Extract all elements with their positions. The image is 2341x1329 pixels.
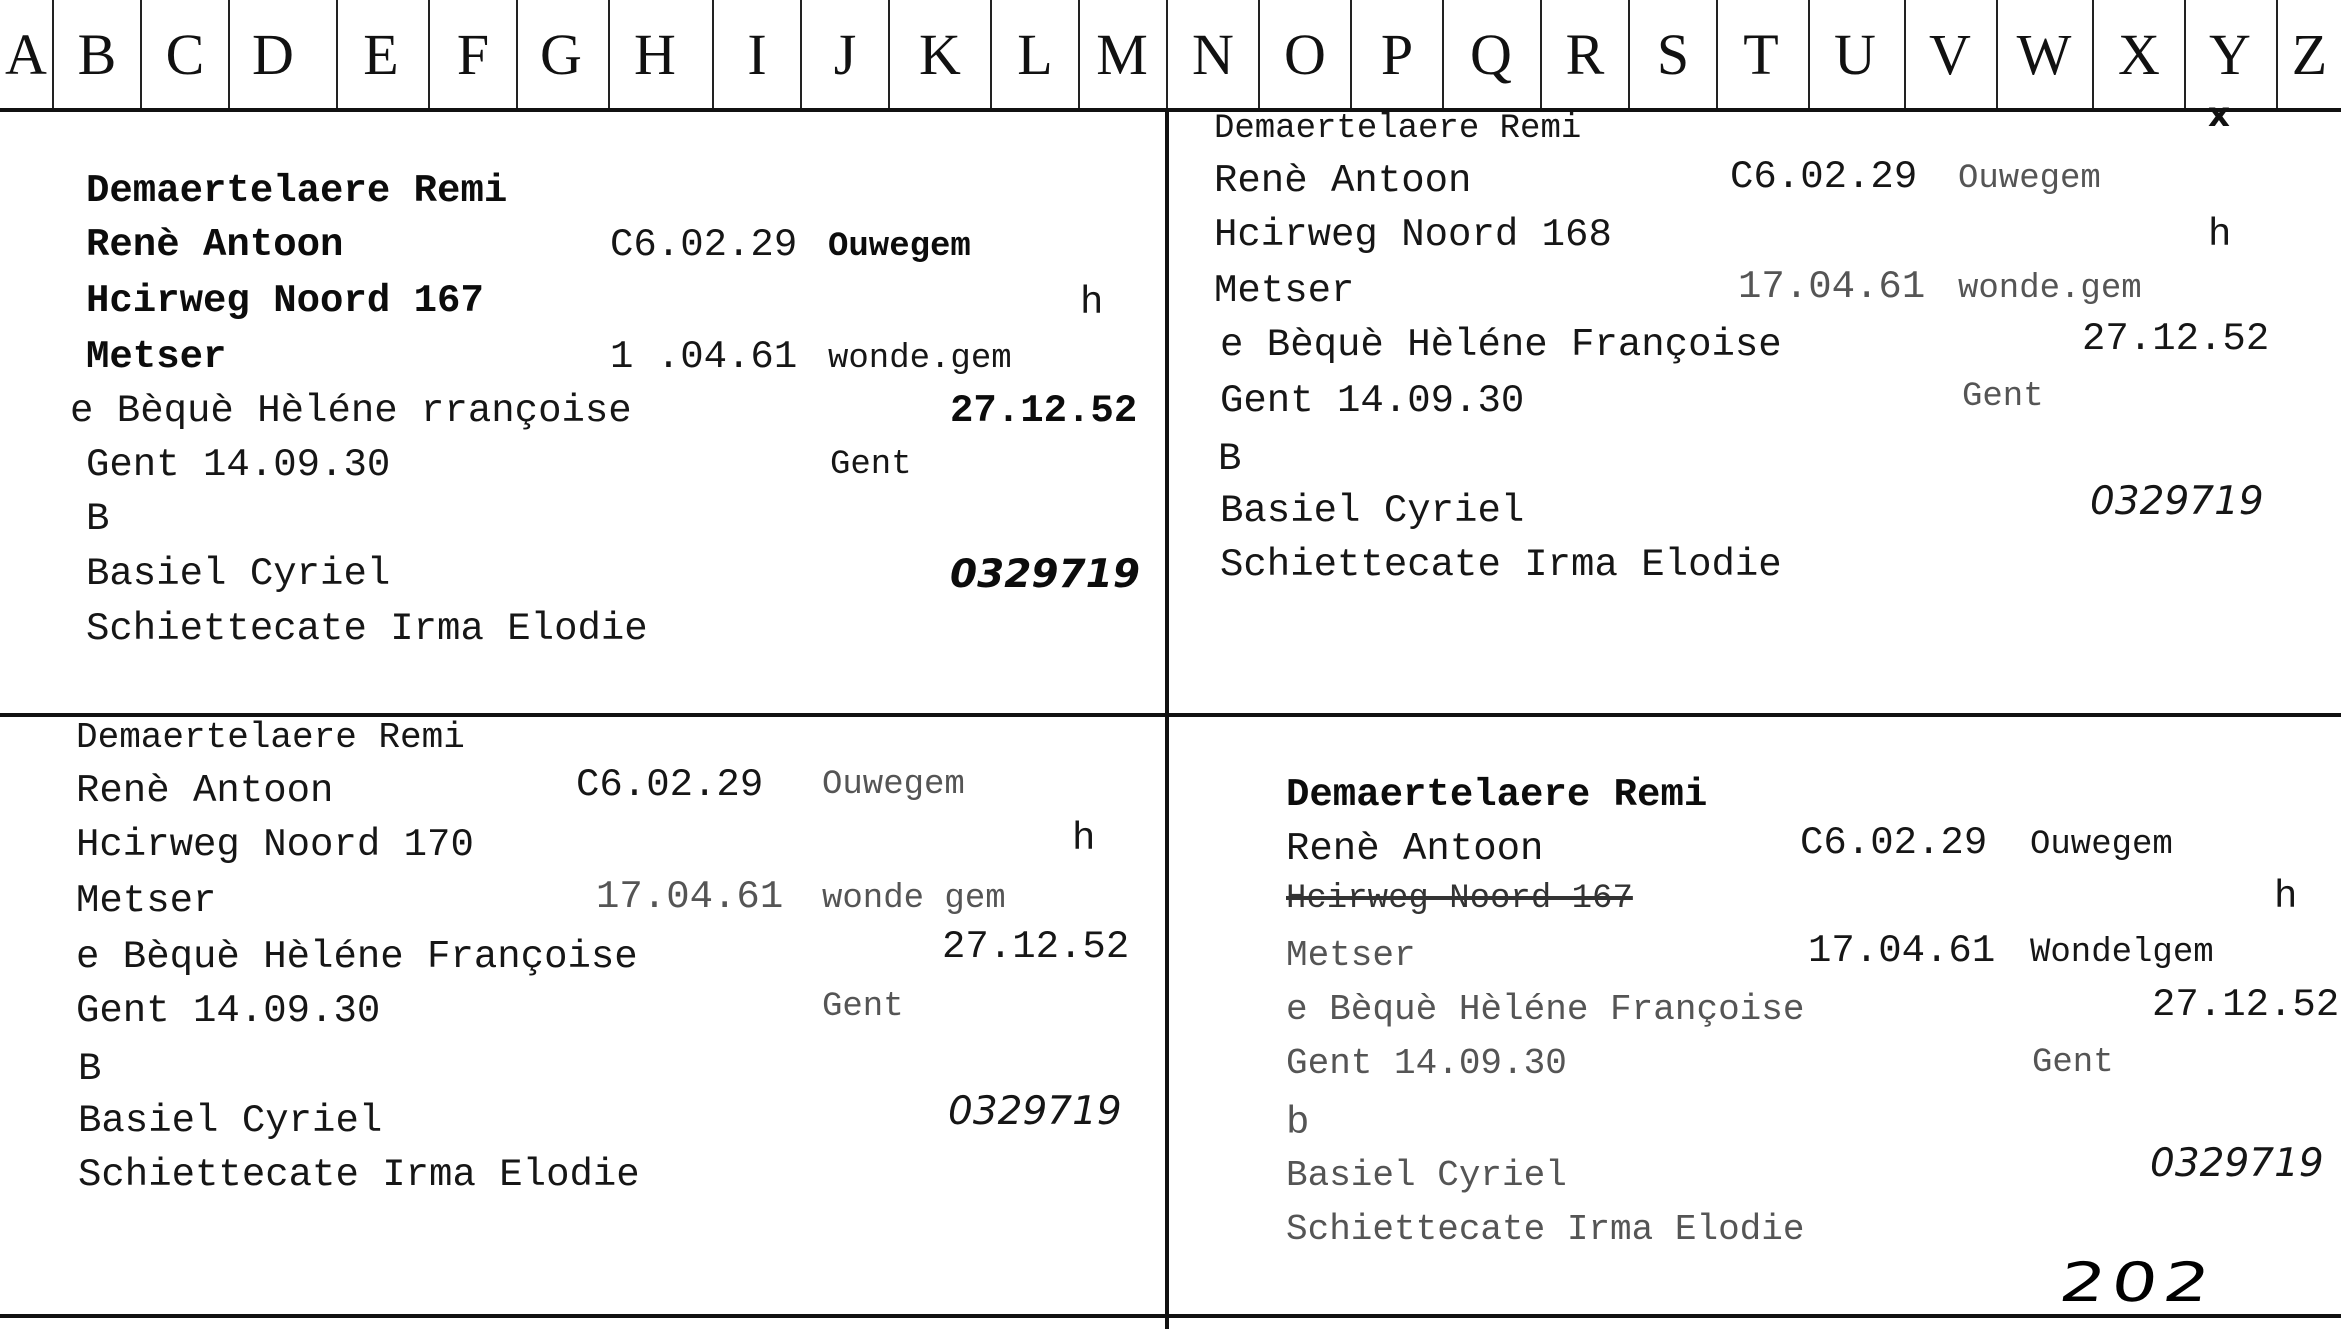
marriage-date: 27.12.52 (942, 925, 1130, 969)
father-name: Basiel Cyriel (78, 1099, 383, 1143)
marriage-date: 27.12.52 (950, 389, 1138, 433)
status-code: b (1286, 1101, 1310, 1145)
index-letter-f: F (456, 21, 490, 87)
h-mark: h (2274, 875, 2298, 919)
spouse-birth-place: Gent (822, 988, 904, 1026)
index-letter-m: M (1096, 21, 1148, 87)
index-letter-o: O (1284, 21, 1326, 87)
index-letter-g: G (540, 21, 582, 87)
index-letter-w: W (2016, 21, 2072, 87)
spouse-birth-place: Gent (830, 446, 912, 484)
index-letter-s: S (1656, 21, 1690, 87)
index-letter-q: Q (1470, 21, 1512, 87)
status-code: B (1218, 437, 1242, 481)
given-names: Renè Antoon (76, 769, 334, 813)
spouse-birth: Gent 14.09.30 (86, 443, 391, 487)
spouse-name: e Bèquè Hèléne Françoise (1220, 323, 1782, 367)
h-mark: h (2208, 213, 2232, 257)
surname: Demaertelaere Remi (86, 169, 508, 213)
marriage-date: 27.12.52 (2152, 983, 2340, 1027)
registration-place: wonde gem (822, 880, 1006, 918)
x-mark: x (2208, 95, 2230, 135)
h-mark: h (1072, 817, 1096, 861)
alphabet-index-strip (0, 0, 2341, 112)
index-letter-d: D (252, 21, 294, 87)
index-letter-e: E (363, 21, 399, 87)
mother-name: Schiettecate Irma Elodie (1220, 543, 1782, 587)
card-divider-horizontal-right (1169, 713, 2341, 717)
occupation: Metser (1214, 269, 1355, 313)
index-letter-j: J (833, 21, 857, 87)
spouse-name: e Bèquè Hèléne rrançoise (70, 389, 632, 433)
index-letter-b: B (77, 21, 117, 87)
registration-date: 17.04.61 (1808, 929, 1996, 973)
address: Hcirweg Noord 168 (1214, 213, 1612, 257)
status-code: B (86, 497, 110, 541)
marriage-date: 27.12.52 (2082, 317, 2270, 361)
registration-place: wonde.gem (1958, 270, 2142, 308)
occupation: Metser (86, 335, 227, 379)
birth-date: C6.02.29 (576, 763, 764, 807)
given-names: Renè Antoon (1286, 827, 1544, 871)
surname: Demaertelaere Remi (1214, 110, 1582, 148)
occupation: Metser (1286, 935, 1416, 976)
index-letter-i: I (747, 21, 767, 87)
address: Hcirweg Noord 167 (86, 279, 484, 323)
h-mark: h (1080, 281, 1104, 325)
card-bottom-rule (0, 1314, 2341, 1318)
address-struck: Hcirweg Noord 167 (1286, 880, 1633, 918)
index-letter-n: N (1192, 21, 1234, 87)
given-names: Renè Antoon (86, 223, 344, 267)
birth-place: Ouwegem (822, 766, 965, 804)
index-letter-v: V (1929, 21, 1971, 87)
spouse-birth-place: Gent (2032, 1044, 2114, 1082)
birth-place: Ouwegem (1958, 160, 2101, 198)
birth-place: Ouwegem (828, 228, 971, 266)
index-letter-r: R (1565, 21, 1605, 87)
registration-place: Wondelgem (2030, 934, 2214, 972)
status-code: B (78, 1047, 102, 1091)
mother-name: Schiettecate Irma Elodie (86, 607, 648, 651)
given-names: Renè Antoon (1214, 159, 1472, 203)
birth-date: C6.02.29 (1800, 821, 1988, 865)
card-divider-vertical (1165, 112, 1169, 1329)
mother-name: Schiettecate Irma Elodie (78, 1153, 640, 1197)
spouse-birth: Gent 14.09.30 (76, 989, 381, 1033)
spouse-name: e Bèquè Hèléne Françoise (76, 935, 638, 979)
index-letter-t: T (1743, 21, 1779, 87)
index-letter-l: L (1017, 21, 1053, 87)
birth-date: C6.02.29 (1730, 155, 1918, 199)
record-number: 0329719 (950, 552, 1140, 597)
index-letter-p: P (1380, 21, 1414, 87)
index-letter-z: Z (2291, 21, 2328, 87)
spouse-birth-place: Gent (1962, 378, 2044, 416)
spouse-birth: Gent 14.09.30 (1220, 379, 1525, 423)
index-letter-h: H (634, 21, 676, 87)
index-letter-k: K (919, 21, 961, 87)
index-letter-u: U (1834, 21, 1876, 87)
registration-date: 17.04.61 (1738, 265, 1926, 309)
registration-date: 1 .04.61 (610, 335, 798, 379)
mother-name: Schiettecate Irma Elodie (1286, 1209, 1805, 1250)
spouse-name: e Bèquè Hèléne Françoise (1286, 989, 1805, 1030)
registration-date: 17.04.61 (596, 875, 784, 919)
surname: Demaertelaere Remi (76, 717, 465, 758)
spouse-birth: Gent 14.09.30 (1286, 1043, 1567, 1084)
father-name: Basiel Cyriel (1220, 489, 1525, 533)
index-letter-y: Y (2209, 21, 2251, 87)
occupation: Metser (76, 879, 217, 923)
father-name: Basiel Cyriel (86, 552, 391, 596)
birth-date: C6.02.29 (610, 223, 798, 267)
handwritten-card-number: 202 (2055, 1250, 2220, 1314)
record-number: 0329719 (2090, 479, 2264, 524)
father-name: Basiel Cyriel (1286, 1155, 1567, 1196)
address: Hcirweg Noord 170 (76, 823, 474, 867)
surname: Demaertelaere Remi (1286, 773, 1708, 817)
birth-place: Ouwegem (2030, 826, 2173, 864)
registration-place: wonde.gem (828, 340, 1012, 378)
index-letter-x: X (2118, 21, 2160, 87)
index-letter-c: C (165, 21, 205, 87)
record-number: 0329719 (948, 1089, 1122, 1134)
record-number: 0329719 (2150, 1141, 2324, 1186)
index-letter-a: A (5, 21, 47, 87)
